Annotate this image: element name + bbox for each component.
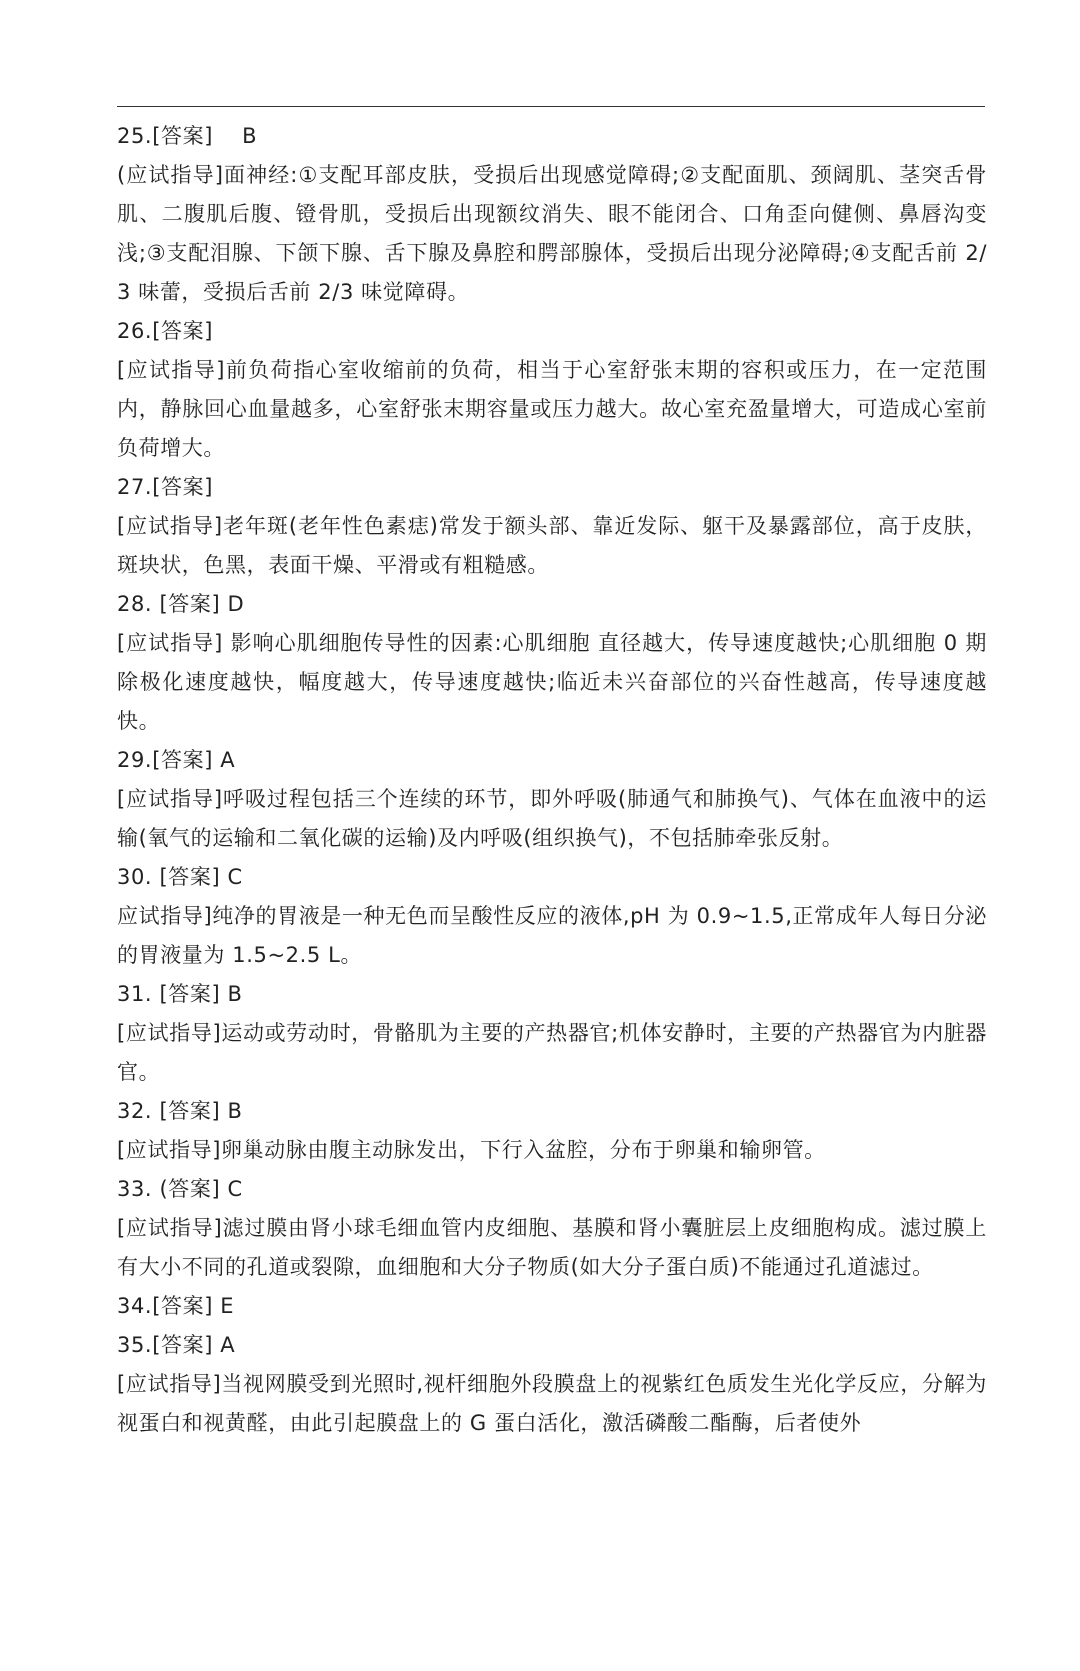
guide-text: 应试指导]纯净的胃液是一种无色而呈酸性反应的液体,pH 为 0.9~1.5,正常成年人每日分泌的胃液量为 1.5~2.5 L。 xyxy=(117,904,987,967)
entry-30 xyxy=(117,858,987,975)
entry-35 xyxy=(117,1326,987,1443)
answer-label: 33. (答案] C xyxy=(117,1177,243,1201)
answer-label: 29.[答案] A xyxy=(117,748,236,772)
guide-text: [应试指导]前负荷指心室收缩前的负荷，相当于心室舒张末期的容积或压力，在一定范围内，静脉回心血量越多，心室舒张末期容量或压力越大。故心室充盈量增大，可造成心室前负荷增大。 xyxy=(117,358,987,460)
entry-33 xyxy=(117,1170,987,1287)
answer-label: 31. [答案] B xyxy=(117,982,243,1006)
entry-31 xyxy=(117,975,987,1092)
answer-label: 25.[答案] B xyxy=(117,124,258,148)
guide-text: [应试指导]卵巢动脉由腹主动脉发出，下行入盆腔，分布于卵巢和输卵管。 xyxy=(117,1138,826,1162)
header-rule xyxy=(117,106,985,107)
entry-28 xyxy=(117,585,987,741)
guide-text: [应试指导]呼吸过程包括三个连续的环节，即外呼吸(肺通气和肺换气)、气体在血液中的运输(氧气的运输和二氧化碳的运输)及内呼吸(组织换气)，不包括肺牵张反射。 xyxy=(117,787,987,850)
guide-text: [应试指导]滤过膜由肾小球毛细血管内皮细胞、基膜和肾小囊脏层上皮细胞构成。滤过膜上有大小不同的孔道或裂隙，血细胞和大分子物质(如大分子蛋白质)不能通过孔道滤过。 xyxy=(117,1216,987,1279)
answer-label: 34.[答案] E xyxy=(117,1294,235,1318)
answer-label: 35.[答案] A xyxy=(117,1333,236,1357)
entry-27 xyxy=(117,468,987,585)
entry-32 xyxy=(117,1092,987,1170)
entry-26 xyxy=(117,312,987,468)
guide-text: (应试指导]面神经:①支配耳部皮肤，受损后出现感觉障碍;②支配面肌、颈阔肌、茎突舌骨肌、二腹肌后腹、镫骨肌，受损后出现额纹消失、眼不能闭合、口角歪向健侧、鼻唇沟变浅;③支配泪腺、下颌下腺、舌下腺及鼻腔和腭部腺体，受损后出现分泌障碍;④支配舌前 2/3 味蕾，受损后舌前 2/3 味觉障碍。 xyxy=(117,163,987,304)
answer-label: 28. [答案] D xyxy=(117,592,245,616)
answer-label: 30. [答案] C xyxy=(117,865,243,889)
guide-text: [应试指导] 影响心肌细胞传导性的因素:心肌细胞 直径越大，传导速度越快;心肌细胞 0 期除极化速度越快，幅度越大，传导速度越快;临近未兴奋部位的兴奋性越高，传导速度越快。 xyxy=(117,631,987,733)
entry-34 xyxy=(117,1287,987,1326)
guide-text: [应试指导]老年斑(老年性色素痣)常发于额头部、靠近发际、躯干及暴露部位，高于皮肤，斑块状，色黑，表面干燥、平滑或有粗糙感。 xyxy=(117,514,987,577)
answer-label: 26.[答案] xyxy=(117,319,213,343)
entry-25 xyxy=(117,117,987,312)
answer-label: 32. [答案] B xyxy=(117,1099,243,1123)
guide-text: [应试指导]当视网膜受到光照时,视杆细胞外段膜盘上的视紫红色质发生光化学反应，分解为视蛋白和视黄醛，由此引起膜盘上的 G 蛋白活化，激活磷酸二酯酶，后者使外 xyxy=(117,1372,987,1435)
entry-29 xyxy=(117,741,987,858)
guide-text: [应试指导]运动或劳动时，骨骼肌为主要的产热器官;机体安静时，主要的产热器官为内脏器官。 xyxy=(117,1021,987,1084)
answer-label: 27.[答案] xyxy=(117,475,213,499)
answer-list xyxy=(117,117,987,1443)
